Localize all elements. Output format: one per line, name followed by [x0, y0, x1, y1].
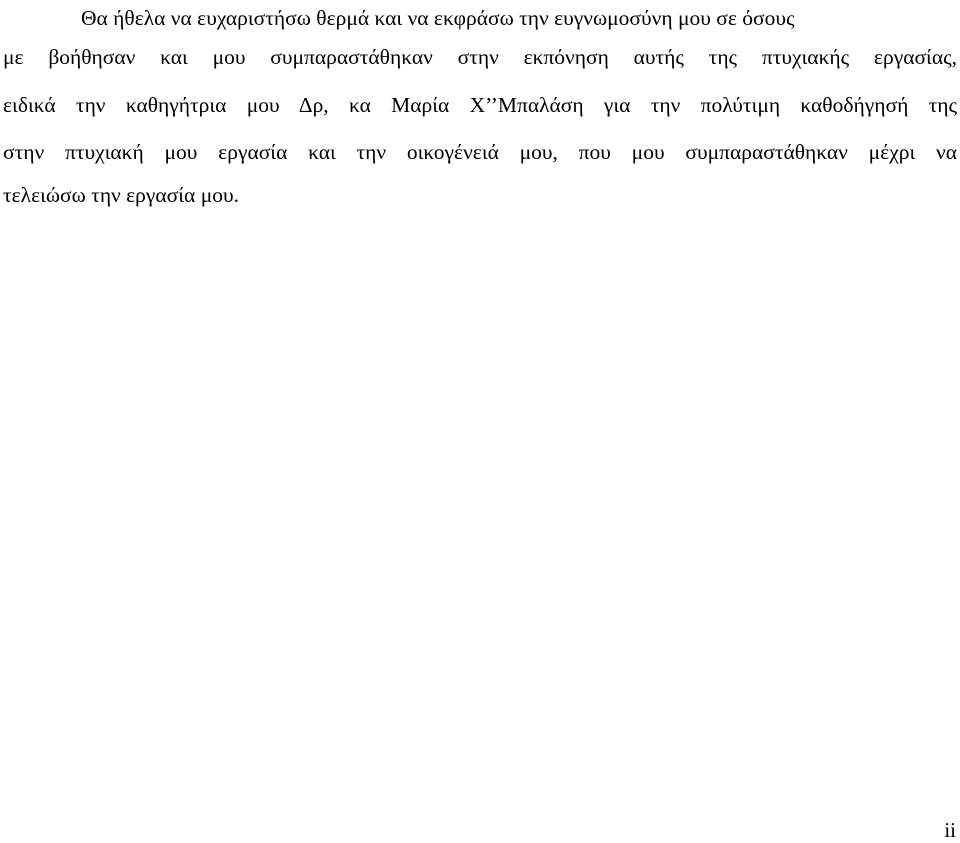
page-number: ii: [944, 818, 956, 842]
acknowledgement-line-5: τελειώσω την εργασία μου.: [3, 183, 239, 207]
acknowledgement-line-4: στην πτυχιακή μου εργασία και την οικογένειά μου, που μου συμπαραστάθηκαν μέχρι να: [3, 140, 957, 164]
acknowledgement-line-1: Θα ήθελα να ευχαριστήσω θερμά και να εκφράσω την ευγνωμοσύνη μου σε όσους: [81, 6, 795, 30]
acknowledgement-line-3: ειδικά την καθηγήτρια μου Δρ, κα Μαρία Χ’’Μπαλάση για την πολύτιμη καθοδήγησή της: [3, 93, 957, 117]
acknowledgement-line-2: με βοήθησαν και μου συμπαραστάθηκαν στην εκπόνηση αυτής της πτυχιακής εργασίας,: [3, 45, 957, 69]
